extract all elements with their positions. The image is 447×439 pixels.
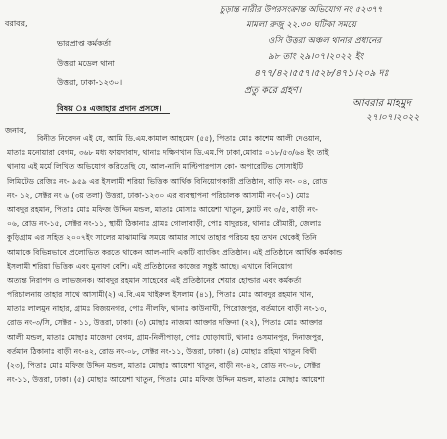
endorsement-line-3: ওসি উত্তরা অঞ্চল থানার প্রধানের (268, 36, 381, 46)
body-line: রোড নং-৩/সি, সেক্টর - ১১, উত্তরা, ঢাকা। (৩) মোছাঃ নাজমা আক্তার দক্তিনা (২২), পিতাঃ মোঃ আক্তার (7, 318, 323, 328)
body-line: বিনীত নিবেদন এই যে, আমি ডি.এম.কামাল আহমেদ (৫৫), পিতাঃ মোঃ কাশেম আলী দেওয়ান, (37, 134, 322, 143)
endorsement-line-4: ৯৮ তাং ২৯।০৭।২০২২ ইং (268, 52, 364, 62)
body-line: ০৬, রোড নং-১৫, সেক্টর নং-১১, স্থায়ী ঠিকানাঃ গ্রামঃ গোলাবাড়ী, পোঃ যাদুরচর, থানাঃ রৌমারী, জেলাঃ (7, 219, 322, 229)
addressee-station: উত্তরা মডেল থানা (57, 59, 115, 68)
body-line: আবদুর রহমান, পিতাঃ মোঃ মফিজ উদ্দিন মন্ডল, মাতাঃ মোসাঃ আয়েশা খাতুন, ফ্ল্যাট নং ৩/৫, বাড়ী নং- (7, 204, 318, 214)
body-line: মাতাঃ লালমুন নাহার, গ্রামঃ বিজয়নগর, পোঃ নীলফি, থানাঃ কাউনাখী, পিরোজপুর, বর্তমানে বাড়ী নং-১৩, (7, 304, 327, 314)
body-line: ইসলামী শরিয়া ভিত্তিক এবং মুনাফা বেশি। এই প্রতিষ্ঠানের কাজের সন্তুষ্ট আছে। এখানে বিনিয়োগ (7, 261, 293, 271)
body-line: থানায় এই মর্মে লিখিত অভিযোগ করিতেছি যে, আল-নাদি মাল্টিপারপাস কো- অপারেটিভ সোসাইটি (7, 162, 304, 172)
letter-body (7, 132, 445, 387)
endorsement-line-2: মামলা রুজু ২২.৩০ ঘটিকা সময়ে (246, 20, 356, 30)
body-line: (২৩), পিতাঃ মোঃ মফিজ উদ্দিন মন্ডল, মাতাঃ মোছাঃ আয়েশা খাতুন, বাড়ী নং-৪২, রোড নং-০৮, সেক্টর (7, 361, 321, 370)
addressee-city: উত্তরা, ঢাকা-১২৩০। (57, 78, 123, 87)
body-line: বর্তমান ঠিকানাঃ বাড়ী নং-৪২, রোড নং-০৮, সেক্টর নং-১১, উত্তরা, ঢাকা। (৪) মোছাঃ রহিমা খাতুন বিথী (7, 346, 317, 356)
body-line: মাতাঃ মনোয়ারা বেগম, ৩৬৮ মধ্য ফায়দাবাদ, থানাঃ দক্ষিণখান ডি.এম.পি ঢাকা,মোবাঃ ০১৮/৫৩/৬৪ ইং তাই (7, 148, 329, 158)
subject-underline (56, 113, 170, 114)
salutation: জনাব, (5, 126, 27, 135)
body-line: আমাকে বিভিন্নভাবে প্রলোভিত করতে থাকেন আল-নাদি একটি ব্যাংকিং প্রতিষ্ঠান। এই প্রতিষ্ঠানে আর্থিক কর্মকান্ড (7, 247, 343, 257)
endorsement-line-6: প্রতু করে গ্রহণ। (244, 85, 302, 96)
body-line: কুড়িগ্রাম এর সহিত ২০০৭ইং সালের মাঝামাঝি সময়ে আমার সাথে তাহার পরিচয় হয় তখন থেকেই তিনি (7, 233, 317, 243)
signature-date: ২৭।০৭।২০২২ (366, 113, 420, 123)
body-line: নং-১১, উত্তরা, ঢাকা। (৫) মোছাঃ আয়েশা খাতুন, পিতাঃ মোঃ মফিজ উদ্দিন মন্ডল, মাতাঃ মোছাঃ আয়েশা (7, 375, 325, 385)
body-line: পরিচালনায় তাহার সাথে আসামী(২) এ.বি.এম খাইরুল ইসলাম (৪১), পিতাঃ মোঃ আবদুর রহমান খান, (7, 290, 314, 300)
subject-line: বিষয় ঃ এজাহার প্রদান প্রসঙ্গে। (57, 104, 162, 113)
body-line: লিমিটেড রেজিঃ নং- ৯৫৯ এর ইসলামী শরিয়া ভিত্তিক আর্থিক বিনিয়োগকারী প্রতিষ্ঠান, বাড়ি নং- ০৪, রোড (7, 176, 328, 186)
signature-name: আবরার মাহমুদ (352, 98, 411, 109)
addressee-to: বরাবর, (5, 19, 28, 28)
endorsement-line-5: ৪৭৭/৪২।৫৫৭।৫২৮/৪৭১।২০৯ দঃ (254, 68, 389, 79)
body-line: আলী মন্ডল, মাতাঃ মোছাঃ মাজেদা বেগম, গ্রাম-নিলীপাড়া, পোঃ ঘোড়াঘাট, থানাঃ ওসমানপুর, দিনাজপুর, (7, 332, 324, 342)
addressee-officer: ভারপ্রাপ্ত কর্মকর্তা (57, 39, 112, 48)
body-line: নং- ১২, সেক্টর নং ৬ (৩য় তলা) উত্তরা, ঢাকা-১২৩০ এর ব্যবস্থাপনা পরিচালক আসামী নং-(০১) মোঃ (7, 190, 310, 200)
body-line: অত্যন্ত নিরাপদ ও লাভজনক। আবদুর রহমান সাহেবের এই প্রতিষ্ঠানের শেয়ার হোল্ডার এবং কর্মকর্তা (7, 275, 302, 285)
endorsement-line-1: চুড়ান্ত নারীর উপরসংক্রান্ত অভিযোগ নং ৫২৩৭৭ (220, 5, 383, 15)
